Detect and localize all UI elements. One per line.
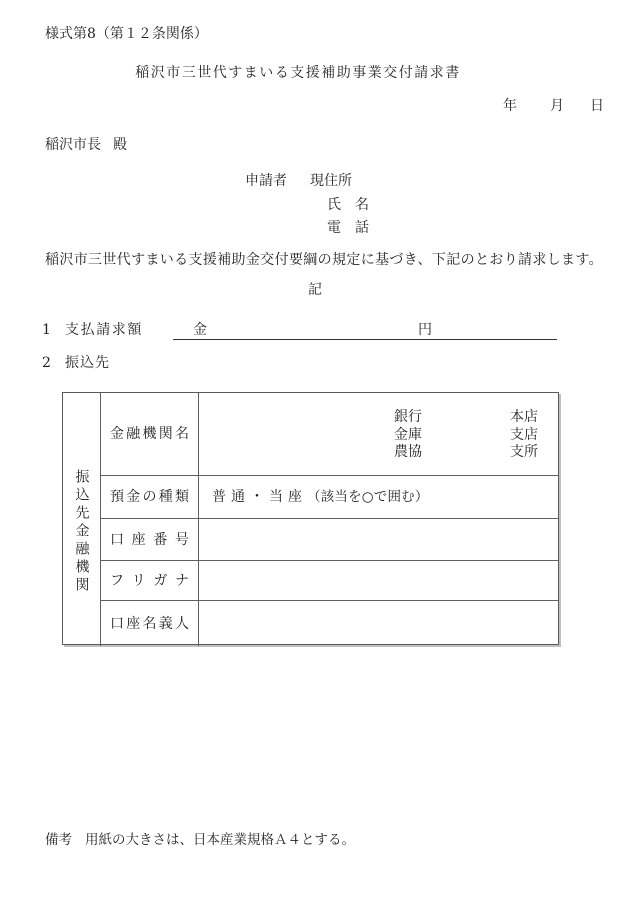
payment-amount-blank <box>173 322 557 340</box>
currency-prefix-label: 金 <box>193 322 207 338</box>
record-marker: 記 <box>308 282 322 298</box>
institution-type-bank: 銀行 <box>394 409 422 425</box>
body-paragraph: 稲沢市三世代すまいる支援補助金交付要綱の規定に基づき、下記のとおり請求します。 <box>45 252 603 268</box>
row-label-furigana <box>101 561 199 601</box>
row-label-financial-institution <box>101 393 199 476</box>
item-2-label: 振込先 <box>65 355 110 371</box>
institution-type-list <box>394 409 422 462</box>
form-number-label: 様式第8（第１２条関係） <box>45 26 208 42</box>
remarks-line <box>45 832 355 848</box>
vertical-header-text: 振込先金融機関 <box>73 469 90 595</box>
branch-type-head-office: 本店 <box>510 409 538 425</box>
date-year-label: 年 <box>503 98 517 114</box>
item-1-label: 支払請求額 <box>65 322 143 338</box>
document-title: 稲沢市三世代すまいる支援補助事業交付請求書 <box>135 65 461 81</box>
branch-type-list <box>510 409 538 462</box>
applicant-phone-label: 電 話 <box>327 220 369 236</box>
row-label-text: 口 座 番 号 <box>110 531 189 548</box>
date-day-label: 日 <box>590 98 604 114</box>
addressee-honorific: 殿 <box>113 137 127 153</box>
item-2-number: 2 <box>42 355 51 371</box>
account-number-cell <box>199 519 558 561</box>
addressee-line <box>45 137 127 153</box>
row-label-text: 預 金 の 種 類 <box>110 489 189 505</box>
deposit-options-text: 普通・当座 <box>212 489 307 505</box>
deposit-instruction-text: （該当を○で囲む） <box>307 489 429 505</box>
institution-type-coop: 農協 <box>394 444 422 460</box>
row-label-text: 金 融 機 関 名 <box>110 426 189 442</box>
applicant-address-label: 現住所 <box>310 173 352 189</box>
remarks-text: 用紙の大きさは、日本産業規格Ａ４とする。 <box>85 832 355 848</box>
deposit-type-cell <box>199 476 558 519</box>
account-holder-cell <box>199 601 558 646</box>
currency-suffix-label: 円 <box>418 322 432 338</box>
item-1-number: 1 <box>42 322 51 338</box>
branch-type-branch: 支店 <box>510 426 538 443</box>
institution-type-shinkin: 金庫 <box>394 426 422 443</box>
row-label-text: フ リ ガ ナ <box>110 572 189 589</box>
row-label-account-holder <box>101 601 199 646</box>
branch-type-sub-branch: 支所 <box>510 444 538 460</box>
furigana-cell <box>199 561 558 601</box>
financial-institution-cell <box>199 393 558 476</box>
table-vertical-header-cell <box>63 393 101 646</box>
applicant-name-label: 氏 名 <box>327 197 369 213</box>
applicant-label: 申請者 <box>245 173 287 189</box>
row-label-account-number <box>101 519 199 561</box>
date-month-label: 月 <box>550 98 564 114</box>
bank-transfer-table <box>62 392 559 645</box>
addressee-name: 稲沢市長 <box>45 137 101 153</box>
remarks-label: 備考 <box>45 832 72 848</box>
row-label-text: 口 座 名 義 人 <box>110 615 189 632</box>
row-label-deposit-type <box>101 476 199 519</box>
